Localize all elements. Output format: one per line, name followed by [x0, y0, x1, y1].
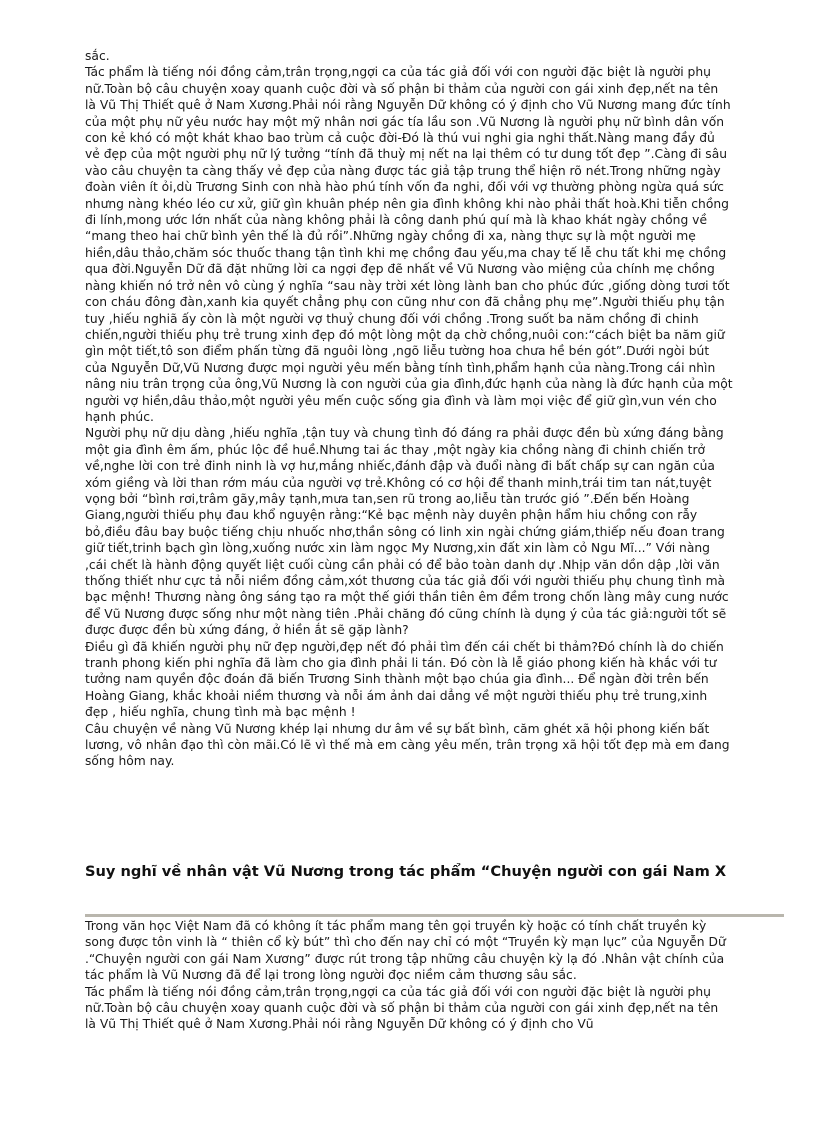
paragraph: Câu chuyện về nàng Vũ Nương khép lại nhưng dư âm về sự bất bình, căm ghét xã hội phong kiến bất lương, vô nhân đạo thì còn mãi.Có lẽ vì thế mà em càng yêu mến, trân trọng xã hội tốt đẹp mà em đang sống hôm nay. [85, 721, 730, 769]
essay-text-block-continued [85, 918, 733, 1033]
paragraph: Điều gì đã khiến người phụ nữ đẹp người,đẹp nết đó phải tìm đến cái chết bi thảm?Đó chính là do chiến tranh phong kiến phi nghĩa đã làm cho gia đình phải li tán. Đó còn là lễ giáo phong kiến hà khắc với tư tưởng nam quyền độc đoán đã biến Trương Sinh thành một bạo chúa gia đình... Để ngàn đời trên bến Hoàng Giang, khắc khoải niềm thương và nỗi ám ảnh dai dẳng về một người thiếu phụ trẻ trung,xinh đẹp , hiếu nghĩa, chung tình mà bạc mệnh ! [85, 639, 724, 720]
paragraph: Tác phẩm là tiếng nói đồng cảm,trân trọng,ngợi ca của tác giả đối với con người đặc biệt là người phụ nữ.Toàn bộ câu chuyện xoay quanh cuộc đời và số phận bi thảm của người con gái xinh đẹp,nết na tên là Vũ Thị Thiết quê ở Nam Xương.Phải nói rằng Nguyễn Dữ không có ý định cho Vũ [85, 984, 719, 1032]
paragraph: Tác phẩm là tiếng nói đồng cảm,trân trọng,ngợi ca của tác giả đối với con người đặc biệt là người phụ nữ.Toàn bộ câu chuyện xoay quanh cuộc đời và số phận bi thảm của người con gái xinh đẹp,nết na tên là Vũ Thị Thiết quê ở Nam Xương.Phải nói rằng Nguyễn Dữ không có ý định cho Vũ Nương mang đức tính của một phụ nữ yêu nước hay một mỹ nhân nơi gác tía lầu son .Vũ Nương là người phụ nữ bình dân vốn con kẻ khó có một khát khao bao trùm cả cuộc đời-Đó là thú vui nghi gia nghi thất.Nàng mang đầy đủ vẻ đẹp của một người phụ nữ lý tưởng “tính đã thuỳ mị nết na lại thêm có tư dung tốt đẹp ”.Càng đi sâu vào câu chuyện ta càng thấy vẻ đẹp của nàng được tác giả tập trung thể hiện rõ nét.Trong những ngày đoàn viên ít ỏi,dù Trương Sinh con nhà hào phú tính vốn đa nghi, đối với vợ thường phòng ngừa quá sức nhưng nàng khéo léo cư xử, giữ gìn khuân phép nên gia đình không khi nào phải thất hoà.Khi tiễn chồng đi lính,mong ước lớn nhất của nàng không phải là công danh phú quí mà là khao khát ngày chồng về “mang theo hai chữ bình yên thế là đủ rồi”.Những ngày chồng đi xa, nàng thực sự là một người mẹ hiền,dâu thảo,chăm sóc thuốc thang tận tình khi mẹ chồng đau yếu,ma chay tế lễ chu tất khi mẹ chồng qua đời.Nguyễn Dữ đã đặt những lời ca ngợi đẹp đẽ nhất về Vũ Nương vào miệng của chính mẹ chồng nàng khiến nó trở nên vô cùng ý nghĩa “sau này trời xét lòng lành ban cho phúc đức ,giống dòng tươi tốt con cháu đông đàn,xanh kia quyết chẳng phụ con cũng như con đã chẳng phụ mẹ”.Người thiếu phụ tận tuy ,hiếu nghiã ấy còn là một người vợ thuỷ chung đối với chồng .Trong suốt ba năm chồng đi chinh chiến,người thiếu phụ trẻ trung xinh đẹp đó một lòng một dạ chờ chồng,nuôi con:“cách biệt ba năm giữ gìn một tiết,tô son điểm phấn từng đã nguôi lòng ,ngõ liễu tường hoa chưa hề bén gót”.Dưới ngòi bút của Nguyễn Dữ,Vũ Nương được mọi người yêu mến bằng tính tình,phẩm hạnh của nàng.Trong cái nhìn nâng niu trân trọng của ông,Vũ Nương là con người của gia đình,đức hạnh của nàng là đức hạnh của một người vợ hiền,dâu thảo,một người yêu mến cuộc sống gia đình và làm mọi việc để giữ gìn,vun vén cho hạnh phúc. [85, 65, 733, 424]
section-heading: Suy nghĩ về nhân vật Vũ Nương trong tác phẩm “Chuyện người con gái Nam X [85, 863, 727, 880]
heading-divider [85, 914, 784, 917]
paragraph: Trong văn học Việt Nam đã có không ít tác phẩm mang tên gọi truyền kỳ hoặc có tính chất truyền kỳ song được tôn vinh là “ thiên cổ kỳ bút” thì cho đến nay chỉ có một “Truyền kỳ mạn lục” của Nguyễn Dữ .“Chuyện người con gái Nam Xương” được rút trong tập những câu chuyện kỳ lạ đó .Nhân vật chính của tác phẩm là Vũ Nương đã để lại trong lòng người đọc niềm cảm thương sâu sắc. [85, 919, 726, 983]
paragraph: sắc. [85, 49, 110, 63]
paragraph: Người phụ nữ dịu dàng ,hiếu nghĩa ,tận tuy và chung tình đó đáng ra phải được đền bù xứng đáng bằng một gia đình êm ấm, phúc lộc đề huề.Nhưng tai ác thay ,một ngày kia chồng nàng đi chinh chiến trở về,nghe lời con trẻ đinh ninh là vợ hư,mắng nhiếc,đánh đập và đuổi nàng đi bất chấp sự can ngăn của xóm giềng và lời than rớm máu của người vợ trẻ.Không có cơ hội để thanh minh,trái tim tan nát,tuyệt vọng bởi “bình rơi,trâm gãy,mây tạnh,mưa tan,sen rũ trong ao,liễu tàn trước gió ”.Đến bến Hoàng Giang,người thiếu phụ đau khổ nguyện rằng:“Kẻ bạc mệnh này duyên phận hẩm hiu chồng con rẫy bỏ,điều đâu bay buộc tiếng chịu nhuốc nhơ,thần sông có linh xin ngài chứng giám,thiếp nếu đoan trang giữ tiết,trinh bạch gìn lòng,xuống nước xin làm ngọc My Nương,xin đất xin làm cỏ Ngu Mĩ...” Với nàng ,cái chết là hành động quyết liệt cuối cùng cần phải có để bảo toàn danh dự .Nhịp văn dồn dập ,lời văn thống thiết như cực tả nỗi niềm đồng cảm,xót thương của tác giả đối với người thiếu phụ chung tình mà bạc mệnh! Thương nàng ông sáng tạo ra một thế giới thần tiên êm đềm trong chốn làng mây cung nước để Vũ Nương được sống như một nàng tiên .Phải chăng đó cũng chính là dụng ý của tác giả:người tốt sẽ được được đền bù xứng đáng, ở hiền ắt sẽ gặp lành? [85, 426, 729, 638]
essay-text-block [85, 48, 733, 770]
